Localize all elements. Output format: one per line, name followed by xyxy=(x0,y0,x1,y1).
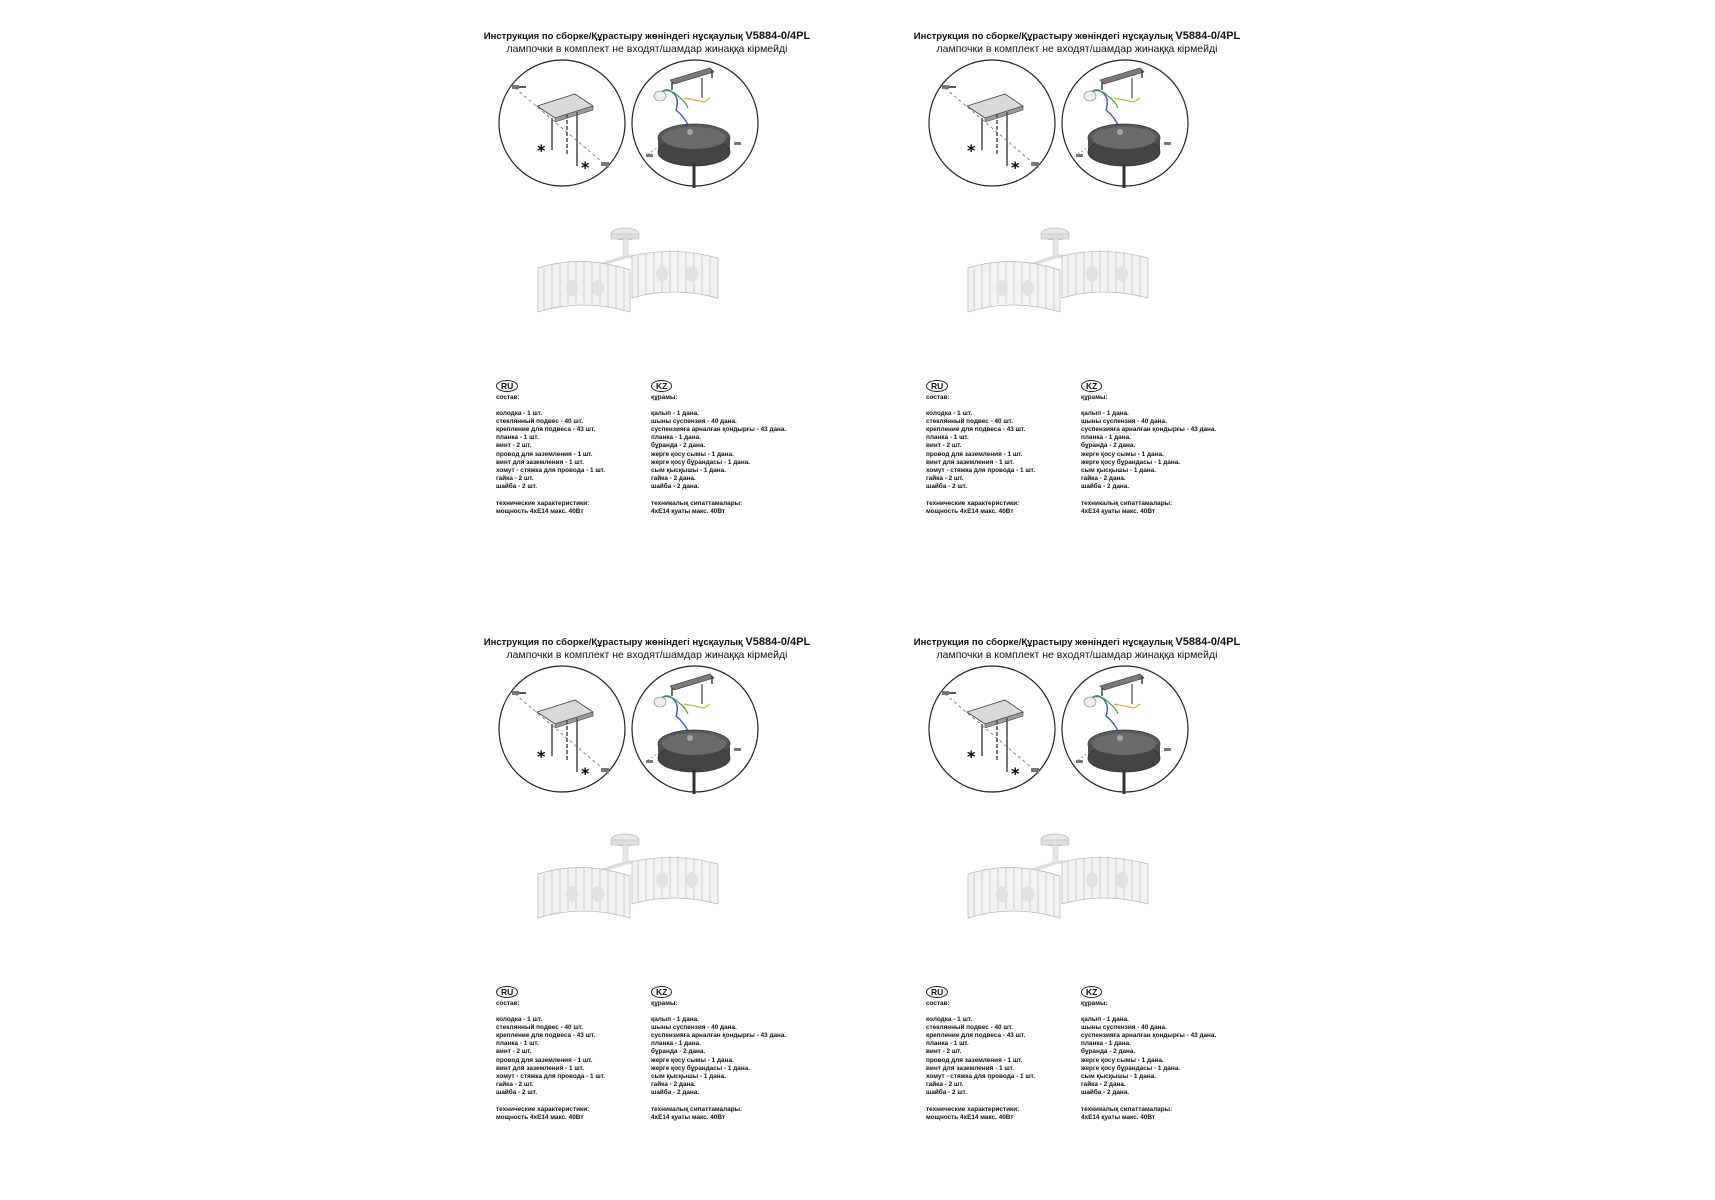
list-item: колодка - 1 шт. xyxy=(496,410,543,418)
kz-spec-heading: техникалық сипаттамалары: xyxy=(651,500,743,508)
list-item: планка - 1 шт. xyxy=(926,434,969,442)
list-item: стеклянный подвес - 40 шт. xyxy=(926,418,1014,426)
kz-contents-heading: құрамы: xyxy=(651,394,678,401)
kz-contents-heading: құрамы: xyxy=(1081,394,1108,401)
kz-specifications xyxy=(651,986,826,1122)
title-text: Инструкция по сборке/Құрастыру жөніндегі нұсқаулық xyxy=(483,31,743,42)
list-item: гайка - 2 шт. xyxy=(926,1080,964,1088)
list-item: қалып - 1 дана. xyxy=(651,410,699,418)
ru-items-list xyxy=(926,410,1096,491)
list-item: шайба - 2 дана. xyxy=(1081,482,1130,490)
instruction-subtitle: лампочки в комплект не входят/шамдар жинаққа кірмейді xyxy=(936,43,1218,55)
title-text: Инструкция по сборке/Құрастыру жөніндегі нұсқаулық xyxy=(483,637,743,648)
ru-spec-value: мощность 4хЕ14 макс. 40Вт xyxy=(926,508,1014,516)
list-item: шыны суспензия - 40 дана. xyxy=(651,1024,737,1032)
list-item: жерге қосу бұрандасы - 1 дана. xyxy=(651,458,751,466)
kz-contents-heading: құрамы: xyxy=(1081,1000,1108,1007)
svg-text:*: * xyxy=(581,158,590,177)
ru-spec-value: мощность 4хЕ14 макс. 40Вт xyxy=(926,1114,1014,1122)
list-item: винт для заземления - 1 шт. xyxy=(926,1064,1014,1072)
list-item: стеклянный подвес - 40 шт. xyxy=(496,1024,584,1032)
list-item: планка - 1 дана. xyxy=(651,1040,701,1048)
list-item: винт - 2 шт. xyxy=(496,1048,532,1056)
instruction-panel xyxy=(482,30,882,570)
chandelier-icon xyxy=(532,826,722,951)
list-item: хомут - стяжка для провода - 1 шт. xyxy=(496,1072,606,1080)
list-item: винт для заземления - 1 шт. xyxy=(496,458,584,466)
ru-items-list xyxy=(926,1016,1096,1097)
list-item: винт - 2 шт. xyxy=(926,1048,962,1056)
list-item: жерге қосу бұрандасы - 1 дана. xyxy=(651,1064,751,1072)
list-item: винт - 2 шт. xyxy=(926,442,962,450)
instruction-title xyxy=(912,30,1242,43)
ru-items-list xyxy=(496,410,666,491)
kz-specifications xyxy=(651,380,826,516)
title-text: Инструкция по сборке/Құрастыру жөніндегі нұсқаулық xyxy=(913,637,1173,648)
list-item: бұранда - 2 дана. xyxy=(1081,1048,1136,1056)
kz-spec-value: 4хЕ14 қуаты макс. 40Вт xyxy=(651,1114,726,1122)
list-item: жерге қосу сымы - 1 дана. xyxy=(651,1056,734,1064)
list-item: шайба - 2 дана. xyxy=(651,482,700,490)
list-item: қалып - 1 дана. xyxy=(1081,410,1129,418)
kz-items-list xyxy=(651,410,826,491)
svg-text:*: * xyxy=(581,764,590,783)
list-item: сым қысқышы - 1 дана. xyxy=(651,466,726,474)
list-item: хомут - стяжка для провода - 1 шт. xyxy=(496,466,606,474)
mounting-bracket-icon xyxy=(927,58,1057,188)
instruction-title xyxy=(482,636,812,649)
ceiling-canopy-icon xyxy=(630,664,760,794)
list-item: планка - 1 дана. xyxy=(651,434,701,442)
instruction-title xyxy=(482,30,812,43)
svg-text:*: * xyxy=(967,747,976,766)
kz-items-list xyxy=(1081,410,1256,491)
mounting-bracket-icon xyxy=(497,58,627,188)
kz-badge: KZ xyxy=(1081,986,1102,998)
svg-text:*: * xyxy=(1011,158,1020,177)
ru-specifications xyxy=(926,986,1096,1122)
list-item: стеклянный подвес - 40 шт. xyxy=(496,418,584,426)
list-item: провод для заземления - 1 шт. xyxy=(926,450,1023,458)
list-item: колодка - 1 шт. xyxy=(926,410,973,418)
list-item: винт - 2 шт. xyxy=(496,442,532,450)
kz-items-list xyxy=(651,1016,826,1097)
instruction-title xyxy=(912,636,1242,649)
list-item: планка - 1 шт. xyxy=(926,1040,969,1048)
list-item: шайба - 2 шт. xyxy=(496,1088,537,1096)
kz-contents-heading: құрамы: xyxy=(651,1000,678,1007)
list-item: шайба - 2 дана. xyxy=(1081,1088,1130,1096)
list-item: гайка - 2 шт. xyxy=(496,474,534,482)
list-item: гайка - 2 шт. xyxy=(926,474,964,482)
ru-spec-value: мощность 4хЕ14 макс. 40Вт xyxy=(496,1114,584,1122)
list-item: гайка - 2 дана. xyxy=(651,474,696,482)
svg-text:*: * xyxy=(537,141,546,160)
ru-badge: RU xyxy=(926,380,948,392)
ceiling-canopy-icon xyxy=(1060,664,1190,794)
ru-badge: RU xyxy=(926,986,948,998)
ru-contents-heading: состав: xyxy=(926,1000,950,1007)
kz-spec-heading: техникалық сипаттамалары: xyxy=(1081,500,1173,508)
kz-spec-heading: техникалық сипаттамалары: xyxy=(651,1106,743,1114)
list-item: крепление для подвеса - 43 шт. xyxy=(926,426,1026,434)
model-number: V5884-0/4PL xyxy=(745,636,811,648)
kz-badge: KZ xyxy=(651,380,672,392)
kz-spec-heading: техникалық сипаттамалары: xyxy=(1081,1106,1173,1114)
ru-specifications xyxy=(926,380,1096,516)
instruction-panel xyxy=(912,30,1312,570)
list-item: суспензияға арналған қондырғы - 43 дана. xyxy=(651,1032,787,1040)
mounting-bracket-icon xyxy=(497,664,627,794)
list-item: шайба - 2 дана. xyxy=(651,1088,700,1096)
svg-text:*: * xyxy=(967,141,976,160)
ceiling-canopy-icon xyxy=(1060,58,1190,188)
svg-text:*: * xyxy=(537,747,546,766)
list-item: шыны суспензия - 40 дана. xyxy=(1081,418,1167,426)
list-item: шайба - 2 шт. xyxy=(926,1088,967,1096)
ru-specifications xyxy=(496,380,666,516)
model-number: V5884-0/4PL xyxy=(1175,30,1241,42)
list-item: винт для заземления - 1 шт. xyxy=(496,1064,584,1072)
instruction-panel xyxy=(912,636,1312,1176)
list-item: провод для заземления - 1 шт. xyxy=(926,1056,1023,1064)
list-item: жерге қосу сымы - 1 дана. xyxy=(1081,450,1164,458)
list-item: жерге қосу бұрандасы - 1 дана. xyxy=(1081,1064,1181,1072)
list-item: планка - 1 дана. xyxy=(1081,1040,1131,1048)
list-item: планка - 1 дана. xyxy=(1081,434,1131,442)
list-item: жерге қосу сымы - 1 дана. xyxy=(1081,1056,1164,1064)
list-item: шайба - 2 шт. xyxy=(926,482,967,490)
title-text: Инструкция по сборке/Құрастыру жөніндегі нұсқаулық xyxy=(913,31,1173,42)
list-item: провод для заземления - 1 шт. xyxy=(496,1056,593,1064)
model-number: V5884-0/4PL xyxy=(1175,636,1241,648)
mounting-bracket-icon xyxy=(927,664,1057,794)
ru-badge: RU xyxy=(496,986,518,998)
kz-badge: KZ xyxy=(1081,380,1102,392)
instruction-subtitle: лампочки в комплект не входят/шамдар жинаққа кірмейді xyxy=(506,649,788,661)
list-item: суспензияға арналған қондырғы - 43 дана. xyxy=(1081,426,1217,434)
instruction-subtitle: лампочки в комплект не входят/шамдар жинаққа кірмейді xyxy=(506,43,788,55)
ru-spec-value: мощность 4хЕ14 макс. 40Вт xyxy=(496,508,584,516)
chandelier-icon xyxy=(962,826,1152,951)
ru-specifications xyxy=(496,986,666,1122)
list-item: гайка - 2 дана. xyxy=(651,1080,696,1088)
list-item: колодка - 1 шт. xyxy=(496,1016,543,1024)
kz-specifications xyxy=(1081,380,1256,516)
list-item: хомут - стяжка для провода - 1 шт. xyxy=(926,466,1036,474)
kz-spec-value: 4хЕ14 қуаты макс. 40Вт xyxy=(1081,508,1156,516)
ceiling-canopy-icon xyxy=(630,58,760,188)
ru-contents-heading: состав: xyxy=(926,394,950,401)
list-item: планка - 1 шт. xyxy=(496,434,539,442)
list-item: бұранда - 2 дана. xyxy=(651,1048,706,1056)
instruction-subtitle: лампочки в комплект не входят/шамдар жинаққа кірмейді xyxy=(936,649,1218,661)
list-item: жерге қосу бұрандасы - 1 дана. xyxy=(1081,458,1181,466)
list-item: жерге қосу сымы - 1 дана. xyxy=(651,450,734,458)
chandelier-icon xyxy=(962,220,1152,345)
list-item: суспензияға арналған қондырғы - 43 дана. xyxy=(1081,1032,1217,1040)
model-number: V5884-0/4PL xyxy=(745,30,811,42)
kz-spec-value: 4хЕ14 қуаты макс. 40Вт xyxy=(651,508,726,516)
list-item: бұранда - 2 дана. xyxy=(1081,442,1136,450)
kz-spec-value: 4хЕ14 қуаты макс. 40Вт xyxy=(1081,1114,1156,1122)
list-item: провод для заземления - 1 шт. xyxy=(496,450,593,458)
ru-contents-heading: состав: xyxy=(496,1000,520,1007)
list-item: гайка - 2 дана. xyxy=(1081,1080,1126,1088)
ru-contents-heading: состав: xyxy=(496,394,520,401)
kz-specifications xyxy=(1081,986,1256,1122)
chandelier-icon xyxy=(532,220,722,345)
ru-badge: RU xyxy=(496,380,518,392)
list-item: крепление для подвеса - 43 шт. xyxy=(496,426,596,434)
list-item: крепление для подвеса - 43 шт. xyxy=(496,1032,596,1040)
ru-spec-heading: технические характеристики: xyxy=(926,1106,1020,1114)
list-item: гайка - 2 дана. xyxy=(1081,474,1126,482)
svg-text:*: * xyxy=(1011,764,1020,783)
list-item: шыны суспензия - 40 дана. xyxy=(651,418,737,426)
list-item: қалып - 1 дана. xyxy=(1081,1016,1129,1024)
list-item: шайба - 2 шт. xyxy=(496,482,537,490)
list-item: хомут - стяжка для провода - 1 шт. xyxy=(926,1072,1036,1080)
list-item: шыны суспензия - 40 дана. xyxy=(1081,1024,1167,1032)
list-item: сым қысқышы - 1 дана. xyxy=(1081,466,1156,474)
instruction-panel xyxy=(482,636,882,1176)
list-item: сым қысқышы - 1 дана. xyxy=(651,1072,726,1080)
ru-spec-heading: технические характеристики: xyxy=(496,500,590,508)
kz-badge: KZ xyxy=(651,986,672,998)
list-item: колодка - 1 шт. xyxy=(926,1016,973,1024)
list-item: қалып - 1 дана. xyxy=(651,1016,699,1024)
list-item: сым қысқышы - 1 дана. xyxy=(1081,1072,1156,1080)
kz-items-list xyxy=(1081,1016,1256,1097)
list-item: суспензияға арналған қондырғы - 43 дана. xyxy=(651,426,787,434)
list-item: крепление для подвеса - 43 шт. xyxy=(926,1032,1026,1040)
ru-spec-heading: технические характеристики: xyxy=(926,500,1020,508)
list-item: стеклянный подвес - 40 шт. xyxy=(926,1024,1014,1032)
ru-items-list xyxy=(496,1016,666,1097)
list-item: гайка - 2 шт. xyxy=(496,1080,534,1088)
list-item: бұранда - 2 дана. xyxy=(651,442,706,450)
list-item: винт для заземления - 1 шт. xyxy=(926,458,1014,466)
list-item: планка - 1 шт. xyxy=(496,1040,539,1048)
ru-spec-heading: технические характеристики: xyxy=(496,1106,590,1114)
